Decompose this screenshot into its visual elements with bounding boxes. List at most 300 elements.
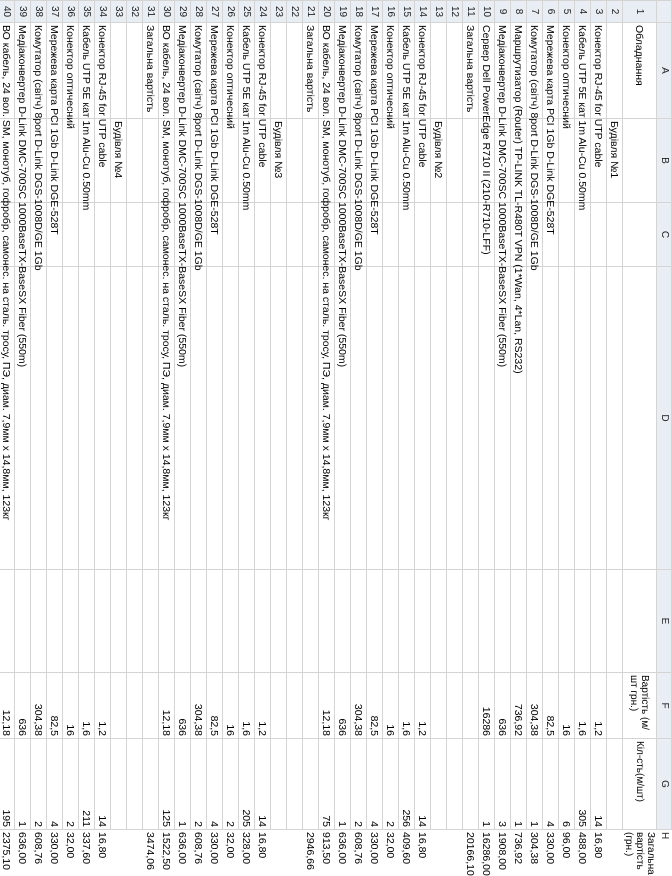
- cell-a[interactable]: ВО кабель, 24 вол. SM, монотуб, гофробр, самонес. на сталь. тросу, ПЭ, диам. 7,9мм х 14,8мм, 123кг: [0, 23, 15, 119]
- row-header[interactable]: 6: [543, 1, 559, 23]
- row-header[interactable]: 7: [527, 1, 543, 23]
- cell-c[interactable]: [271, 203, 287, 267]
- row-header[interactable]: 17: [367, 1, 383, 23]
- cell-a[interactable]: Комутатор (світч) 8port D-Link DGS-1008D/GE 1Gb: [351, 23, 367, 119]
- cell-e[interactable]: [527, 570, 543, 673]
- cell-f[interactable]: [431, 673, 447, 739]
- cell-a[interactable]: [447, 23, 463, 119]
- cell-e[interactable]: [31, 570, 47, 673]
- cell-a[interactable]: Кабель UTP 5E кат 1m Alu-Cu 0.50mm: [575, 23, 591, 119]
- row-header[interactable]: 19: [335, 1, 351, 23]
- cell-e[interactable]: [383, 570, 399, 673]
- cell-b[interactable]: [303, 119, 319, 203]
- cell-c[interactable]: [447, 203, 463, 267]
- row-header[interactable]: 27: [207, 1, 223, 23]
- cell-e[interactable]: [271, 570, 287, 673]
- cell-c[interactable]: [575, 203, 591, 267]
- cell-f[interactable]: 304,38: [527, 673, 543, 739]
- sheet-row: 20 ВО кабель, 24 вол. SM, монотуб, гофробр, самонес. на сталь. тросу, ПЭ, диам. 7,9мм х 14,8мм, 123кг 12,18 75 913,50: [319, 1, 335, 830]
- column-header-a[interactable]: A: [657, 23, 672, 119]
- cell-c[interactable]: [463, 203, 479, 267]
- cell-g[interactable]: 4: [367, 739, 383, 830]
- cell-g[interactable]: 1: [479, 739, 495, 830]
- cell-e[interactable]: [351, 570, 367, 673]
- sheet-row: 11 Загальна вартість 20166,10: [463, 1, 479, 830]
- sheet-row: 37 Мережева карта PCI 1Gb D-Link DGE-528T 82,5 4 330,00: [47, 1, 63, 830]
- cell-c[interactable]: [559, 203, 575, 267]
- cell-a[interactable]: Кабель UTP 5E кат 1m Alu-Cu 0.50mm: [239, 23, 255, 119]
- cell-a[interactable]: Медіаконвертер D-Link DMC-700SC 1000BaseTX-BaseSX Fiber (550m): [175, 23, 191, 119]
- cell-b[interactable]: [559, 119, 575, 203]
- cell-f[interactable]: 16: [223, 673, 239, 739]
- row-header[interactable]: 39: [15, 1, 31, 23]
- cell-g[interactable]: 2: [351, 739, 367, 830]
- cell-c[interactable]: [255, 203, 271, 267]
- cell-a[interactable]: Конектор оптичесний: [559, 23, 575, 119]
- cell-e[interactable]: [335, 570, 351, 673]
- sheet-row: 21 Загальна вартість 2946,66: [303, 1, 319, 830]
- cell-f[interactable]: 1,6: [79, 673, 95, 739]
- row-header[interactable]: 10: [479, 1, 495, 23]
- cell-g[interactable]: [463, 739, 479, 830]
- cell-c[interactable]: [415, 203, 431, 267]
- cell-d[interactable]: [479, 267, 495, 570]
- cell-f[interactable]: 82,5: [207, 673, 223, 739]
- cell-f[interactable]: 12,18: [319, 673, 335, 739]
- cell-a[interactable]: Медіаконвертер D-Link DMC-700SC 1000BaseTX-BaseSX Fiber (550m): [15, 23, 31, 119]
- cell-d[interactable]: [399, 267, 415, 570]
- cell-g[interactable]: 6: [559, 739, 575, 830]
- cell-d[interactable]: [207, 267, 223, 570]
- cell-f[interactable]: [287, 673, 303, 739]
- cell-f[interactable]: 1,2: [255, 673, 271, 739]
- cell-a[interactable]: Сервер Dell PowerEdge R710 II (210-R710-LFF): [479, 23, 495, 119]
- cell-a[interactable]: [431, 23, 447, 119]
- cell-a[interactable]: Загальна вартість: [143, 23, 159, 119]
- cell-e[interactable]: [543, 570, 559, 673]
- column-header-d[interactable]: D: [657, 267, 672, 570]
- cell-a[interactable]: Комутатор (світч) 8port D-Link DGS-1008D/GE 1Gb: [527, 23, 543, 119]
- row-header[interactable]: 36: [63, 1, 79, 23]
- cell-e[interactable]: [303, 570, 319, 673]
- cell-f[interactable]: 16: [63, 673, 79, 739]
- cell-d[interactable]: [463, 267, 479, 570]
- cell-f[interactable]: 636: [495, 673, 511, 739]
- cell-a[interactable]: [111, 23, 127, 119]
- cell-d[interactable]: [111, 267, 127, 570]
- cell-e[interactable]: [463, 570, 479, 673]
- cell-e[interactable]: [367, 570, 383, 673]
- cell-d[interactable]: [127, 267, 143, 570]
- cell-g[interactable]: 14: [95, 739, 111, 830]
- cell-g[interactable]: [447, 739, 463, 830]
- cell-d[interactable]: [623, 267, 657, 570]
- cell-d[interactable]: [351, 267, 367, 570]
- cell-f[interactable]: [607, 673, 623, 739]
- cell-b[interactable]: [623, 119, 657, 203]
- cell-c[interactable]: [143, 203, 159, 267]
- row-header[interactable]: 13: [431, 1, 447, 23]
- cell-d[interactable]: [447, 267, 463, 570]
- column-header-b[interactable]: B: [657, 119, 672, 203]
- row-header[interactable]: 12: [447, 1, 463, 23]
- sheet-row: 19 Медіаконвертер D-Link DMC-700SC 1000BaseTX-BaseSX Fiber (550m) 636 1 636,00: [335, 1, 351, 830]
- cell-f[interactable]: 82,5: [47, 673, 63, 739]
- cell-d[interactable]: [271, 267, 287, 570]
- cell-a[interactable]: [127, 23, 143, 119]
- cell-c[interactable]: [239, 203, 255, 267]
- row-header[interactable]: 30: [159, 1, 175, 23]
- row-header[interactable]: 18: [351, 1, 367, 23]
- cell-g[interactable]: 125: [159, 739, 175, 830]
- cell-d[interactable]: [415, 267, 431, 570]
- cell-a[interactable]: Маршрутизатор (Router) TP-LINK TL-R480T VPN (1*Wan, 4*Lan, RS232): [511, 23, 527, 119]
- row-header[interactable]: 16: [383, 1, 399, 23]
- sheet-row: 40 ВО кабель, 24 вол. SM, монотуб, гофробр, самонес. на сталь. тросу, ПЭ, диам. 7,9мм х 14,8мм, 123кг 12,18 195 2375,10: [0, 1, 15, 830]
- cell-d[interactable]: [303, 267, 319, 570]
- cell-e[interactable]: [111, 570, 127, 673]
- cell-e[interactable]: [47, 570, 63, 673]
- cell-g[interactable]: 14: [415, 739, 431, 830]
- cell-g[interactable]: 2: [31, 739, 47, 830]
- cell-a[interactable]: Конектор оптичесний: [63, 23, 79, 119]
- cell-g[interactable]: 2: [223, 739, 239, 830]
- row-header[interactable]: 35: [79, 1, 95, 23]
- cell-e[interactable]: [479, 570, 495, 673]
- cell-g[interactable]: 14: [255, 739, 271, 830]
- cell-g[interactable]: [143, 739, 159, 830]
- row-header[interactable]: 21: [303, 1, 319, 23]
- cell-d[interactable]: [79, 267, 95, 570]
- row-header[interactable]: 4: [575, 1, 591, 23]
- cell-g[interactable]: 1: [527, 739, 543, 830]
- row-header[interactable]: 26: [223, 1, 239, 23]
- cell-c[interactable]: [399, 203, 415, 267]
- row-header[interactable]: 8: [511, 1, 527, 23]
- cell-c[interactable]: [127, 203, 143, 267]
- cell-d[interactable]: [591, 267, 607, 570]
- cell-d[interactable]: [239, 267, 255, 570]
- cell-d[interactable]: [191, 267, 207, 570]
- cell-c[interactable]: [223, 203, 239, 267]
- sheet-row: 7 Комутатор (світч) 8port D-Link DGS-1008D/GE 1Gb 304,38 1 304,38: [527, 1, 543, 830]
- cell-b[interactable]: [383, 119, 399, 203]
- row-header[interactable]: 1: [623, 1, 657, 23]
- cell-c[interactable]: [623, 203, 657, 267]
- column-header-e[interactable]: E: [657, 570, 672, 673]
- cell-c[interactable]: [591, 203, 607, 267]
- cell-a[interactable]: [271, 23, 287, 119]
- row-header[interactable]: 32: [127, 1, 143, 23]
- cell-g[interactable]: 1: [15, 739, 31, 830]
- cell-g[interactable]: 205: [239, 739, 255, 830]
- cell-a[interactable]: Мережева карта PCI 1Gb D-Link DGE-528T: [543, 23, 559, 119]
- cell-d[interactable]: [607, 267, 623, 570]
- cell-b[interactable]: Будівля №2: [431, 119, 447, 203]
- sheet-row: [607, 1, 623, 830]
- cell-f[interactable]: 82,5: [367, 673, 383, 739]
- cell-f[interactable]: 304,38: [31, 673, 47, 739]
- cell-c[interactable]: [79, 203, 95, 267]
- cell-g[interactable]: [431, 739, 447, 830]
- cell-e[interactable]: [591, 570, 607, 673]
- cell-f[interactable]: 304,38: [351, 673, 367, 739]
- cell-g[interactable]: 4: [47, 739, 63, 830]
- cell-d[interactable]: [575, 267, 591, 570]
- cell-e[interactable]: [607, 570, 623, 673]
- cell-a[interactable]: Мережева карта PCI 1Gb D-Link DGE-528T: [207, 23, 223, 119]
- row-header[interactable]: 14: [415, 1, 431, 23]
- cell-e[interactable]: [319, 570, 335, 673]
- cell-f[interactable]: Вартість (м/шт грн.): [623, 673, 657, 739]
- cell-f[interactable]: 1,6: [575, 673, 591, 739]
- cell-c[interactable]: [63, 203, 79, 267]
- sheet-row: 35 Кабель UTP 5E кат 1m Alu-Cu 0.50mm 1,6 211 337,60: [79, 1, 95, 830]
- cell-b[interactable]: [223, 119, 239, 203]
- cell-e[interactable]: [63, 570, 79, 673]
- cell-g[interactable]: [287, 739, 303, 830]
- cell-f[interactable]: [143, 673, 159, 739]
- cell-c[interactable]: [287, 203, 303, 267]
- cell-e[interactable]: [79, 570, 95, 673]
- cell-a[interactable]: Обладнання: [623, 23, 657, 119]
- cell-d[interactable]: [31, 267, 47, 570]
- cell-e[interactable]: [287, 570, 303, 673]
- cell-f[interactable]: 636: [175, 673, 191, 739]
- sheet-row: 31 Загальна вартість 3474,06: [143, 1, 159, 830]
- cell-e[interactable]: [223, 570, 239, 673]
- cell-d[interactable]: [143, 267, 159, 570]
- cell-b[interactable]: [127, 119, 143, 203]
- cell-g[interactable]: [127, 739, 143, 830]
- cell-g[interactable]: 2: [383, 739, 399, 830]
- cell-d[interactable]: [287, 267, 303, 570]
- cell-f[interactable]: [463, 673, 479, 739]
- row-header[interactable]: 3: [591, 1, 607, 23]
- cell-e[interactable]: [623, 570, 657, 673]
- cell-c[interactable]: [431, 203, 447, 267]
- cell-f[interactable]: 1,2: [415, 673, 431, 739]
- cell-e[interactable]: [255, 570, 271, 673]
- cell-a[interactable]: Мережева карта PCI 1Gb D-Link DGE-528T: [47, 23, 63, 119]
- cell-b[interactable]: [143, 119, 159, 203]
- sheet-row: 14 Конектор RJ-45 for UTP cable 1,2 14 16,80: [415, 1, 431, 830]
- cell-g[interactable]: 195: [0, 739, 15, 830]
- cell-e[interactable]: [559, 570, 575, 673]
- cell-g[interactable]: [271, 739, 287, 830]
- cell-a[interactable]: ВО кабель, 24 вол. SM, монотуб, гофробр, самонес. на сталь. тросу, ПЭ, диам. 7,9мм х 14,8мм, 123кг: [319, 23, 335, 119]
- row-header[interactable]: 29: [175, 1, 191, 23]
- select-all-corner[interactable]: [657, 1, 672, 23]
- row-header[interactable]: 22: [287, 1, 303, 23]
- cell-g[interactable]: [607, 739, 623, 830]
- cell-b[interactable]: Будівля №3: [271, 119, 287, 203]
- cell-d[interactable]: [95, 267, 111, 570]
- cell-a[interactable]: Кабель UTP 5E кат 1m Alu-Cu 0.50mm: [79, 23, 95, 119]
- row-header[interactable]: 2: [607, 1, 623, 23]
- cell-d[interactable]: [255, 267, 271, 570]
- sheet-row: [271, 1, 287, 830]
- cell-g[interactable]: 305: [575, 739, 591, 830]
- cell-a[interactable]: Кабель UTP 5E кат 1m Alu-Cu 0.50mm: [399, 23, 415, 119]
- sheet-row: 16 Конектор оптичесний 16 2 32,00: [383, 1, 399, 830]
- cell-f[interactable]: [303, 673, 319, 739]
- cell-c[interactable]: [111, 203, 127, 267]
- cell-f[interactable]: 16: [559, 673, 575, 739]
- cell-c[interactable]: [95, 203, 111, 267]
- cell-e[interactable]: [159, 570, 175, 673]
- cell-f[interactable]: 1,6: [399, 673, 415, 739]
- cell-b[interactable]: Будівля №1: [607, 119, 623, 203]
- cell-d[interactable]: [431, 267, 447, 570]
- cell-e[interactable]: [15, 570, 31, 673]
- cell-c[interactable]: [303, 203, 319, 267]
- cell-f[interactable]: 1,2: [591, 673, 607, 739]
- cell-e[interactable]: [431, 570, 447, 673]
- cell-g[interactable]: 211: [79, 739, 95, 830]
- sheet-row: 15 Кабель UTP 5E кат 1m Alu-Cu 0.50mm 1,6 256 409,60: [399, 1, 415, 830]
- cell-g[interactable]: 14: [591, 739, 607, 830]
- cell-c[interactable]: [383, 203, 399, 267]
- cell-g[interactable]: 256: [399, 739, 415, 830]
- cell-b[interactable]: [63, 119, 79, 203]
- cell-e[interactable]: [239, 570, 255, 673]
- cell-a[interactable]: Конектор RJ-45 for UTP cable: [415, 23, 431, 119]
- cell-e[interactable]: [175, 570, 191, 673]
- cell-d[interactable]: [223, 267, 239, 570]
- cell-f[interactable]: 1,6: [239, 673, 255, 739]
- cell-b[interactable]: [287, 119, 303, 203]
- cell-a[interactable]: Конектор RJ-45 for UTP cable: [255, 23, 271, 119]
- row-header[interactable]: 24: [255, 1, 271, 23]
- cell-f[interactable]: [447, 673, 463, 739]
- cell-e[interactable]: [447, 570, 463, 673]
- cell-e[interactable]: [415, 570, 431, 673]
- cell-f[interactable]: [271, 673, 287, 739]
- cell-g[interactable]: 1: [335, 739, 351, 830]
- cell-g[interactable]: [111, 739, 127, 830]
- column-header-c[interactable]: C: [657, 203, 672, 267]
- cell-a[interactable]: Конектор оптичесний: [383, 23, 399, 119]
- cell-a[interactable]: Медіаконвертер D-Link DMC-700SC 1000BaseTX-BaseSX Fiber (550m): [495, 23, 511, 119]
- cell-f[interactable]: [127, 673, 143, 739]
- cell-a[interactable]: Мережева карта PCI 1Gb D-Link DGE-528T: [367, 23, 383, 119]
- row-header[interactable]: 15: [399, 1, 415, 23]
- cell-a[interactable]: Загальна вартість: [463, 23, 479, 119]
- row-header[interactable]: 9: [495, 1, 511, 23]
- row-header[interactable]: 33: [111, 1, 127, 23]
- row-header[interactable]: 25: [239, 1, 255, 23]
- cell-f[interactable]: 12,18: [159, 673, 175, 739]
- cell-b[interactable]: [447, 119, 463, 203]
- cell-e[interactable]: [127, 570, 143, 673]
- cell-a[interactable]: Комутатор (світч) 8port D-Link DGS-1008D/GE 1Gb: [31, 23, 47, 119]
- row-header[interactable]: 28: [191, 1, 207, 23]
- row-header[interactable]: 11: [463, 1, 479, 23]
- cell-a[interactable]: Комутатор (світч) 8port D-Link DGS-1008D/GE 1Gb: [191, 23, 207, 119]
- cell-g[interactable]: 1: [175, 739, 191, 830]
- cell-e[interactable]: [575, 570, 591, 673]
- column-header-g[interactable]: G: [657, 739, 672, 830]
- cell-a[interactable]: Конектор RJ-45 for UTP cable: [95, 23, 111, 119]
- cell-f[interactable]: [111, 673, 127, 739]
- cell-g[interactable]: 3: [495, 739, 511, 830]
- cell-e[interactable]: [95, 570, 111, 673]
- cell-a[interactable]: [287, 23, 303, 119]
- sheet-row: 10 Сервер Dell PowerEdge R710 II (210-R710-LFF) 16286 1 16286,00: [479, 1, 495, 830]
- sheet-row: 3 Конектор RJ-45 for UTP cable 1,2 14 16,80: [591, 1, 607, 830]
- cell-d[interactable]: [63, 267, 79, 570]
- cell-e[interactable]: [495, 570, 511, 673]
- cell-f[interactable]: 82,5: [543, 673, 559, 739]
- cell-a[interactable]: ВО кабель, 24 вол. SM, монотуб, гофробр, самонес. на сталь. тросу, ПЭ, диам. 7,9мм х 14,8мм, 123кг: [159, 23, 175, 119]
- cell-g[interactable]: [303, 739, 319, 830]
- cell-g[interactable]: 1: [511, 739, 527, 830]
- column-header-f[interactable]: F: [657, 673, 672, 739]
- cell-g[interactable]: Кіл-сть(м/шт): [623, 739, 657, 830]
- cell-g[interactable]: 2: [63, 739, 79, 830]
- row-header[interactable]: 40: [0, 1, 15, 23]
- sheet-row: 38 Комутатор (світч) 8port D-Link DGS-1008D/GE 1Gb 304,38 2 608,76: [31, 1, 47, 830]
- sheet-row: 9 Медіаконвертер D-Link DMC-700SC 1000BaseTX-BaseSX Fiber (550m) 636 3 1908,00: [495, 1, 511, 830]
- cell-e[interactable]: [207, 570, 223, 673]
- cell-b[interactable]: Будівля №4: [111, 119, 127, 203]
- cell-e[interactable]: [511, 570, 527, 673]
- cell-a[interactable]: Конектор оптичесний: [223, 23, 239, 119]
- cell-f[interactable]: 636: [335, 673, 351, 739]
- cell-e[interactable]: [399, 570, 415, 673]
- cell-f[interactable]: 736,92: [511, 673, 527, 739]
- cell-f[interactable]: 636: [15, 673, 31, 739]
- cell-a[interactable]: Загальна вартість: [303, 23, 319, 119]
- row-header[interactable]: 34: [95, 1, 111, 23]
- cell-g[interactable]: 4: [207, 739, 223, 830]
- cell-b[interactable]: [463, 119, 479, 203]
- row-header[interactable]: 37: [47, 1, 63, 23]
- row-header[interactable]: 31: [143, 1, 159, 23]
- sheet-row: 36 Конектор оптичесний 16 2 32,00: [63, 1, 79, 830]
- cell-d[interactable]: [559, 267, 575, 570]
- cell-e[interactable]: [0, 570, 15, 673]
- cell-a[interactable]: [607, 23, 623, 119]
- sheet-row: 26 Конектор оптичесний 16 2 32,00: [223, 1, 239, 830]
- cell-a[interactable]: Медіаконвертер D-Link DMC-700SC 1000BaseTX-BaseSX Fiber (550m): [335, 23, 351, 119]
- sheet-row: 8 Маршрутизатор (Router) TP-LINK TL-R480T VPN (1*Wan, 4*Lan, RS232) 736,92 1 736,92: [511, 1, 527, 830]
- row-header[interactable]: 5: [559, 1, 575, 23]
- cell-f[interactable]: 1,2: [95, 673, 111, 739]
- cell-d[interactable]: [543, 267, 559, 570]
- column-header-row: A B C D E F G H: [657, 1, 672, 830]
- cell-a[interactable]: Конектор RJ-45 for UTP cable: [591, 23, 607, 119]
- cell-g[interactable]: 4: [543, 739, 559, 830]
- cell-d[interactable]: [47, 267, 63, 570]
- cell-e[interactable]: [191, 570, 207, 673]
- cell-d[interactable]: [527, 267, 543, 570]
- row-header[interactable]: 38: [31, 1, 47, 23]
- row-header[interactable]: 20: [319, 1, 335, 23]
- cell-e[interactable]: [143, 570, 159, 673]
- cell-c[interactable]: [607, 203, 623, 267]
- cell-g[interactable]: 75: [319, 739, 335, 830]
- cell-f[interactable]: 12,18: [0, 673, 15, 739]
- cell-d[interactable]: [367, 267, 383, 570]
- cell-f[interactable]: 304,38: [191, 673, 207, 739]
- cell-f[interactable]: 16286: [479, 673, 495, 739]
- cell-g[interactable]: 2: [191, 739, 207, 830]
- row-header[interactable]: 23: [271, 1, 287, 23]
- cell-f[interactable]: 16: [383, 673, 399, 739]
- cell-d[interactable]: [383, 267, 399, 570]
